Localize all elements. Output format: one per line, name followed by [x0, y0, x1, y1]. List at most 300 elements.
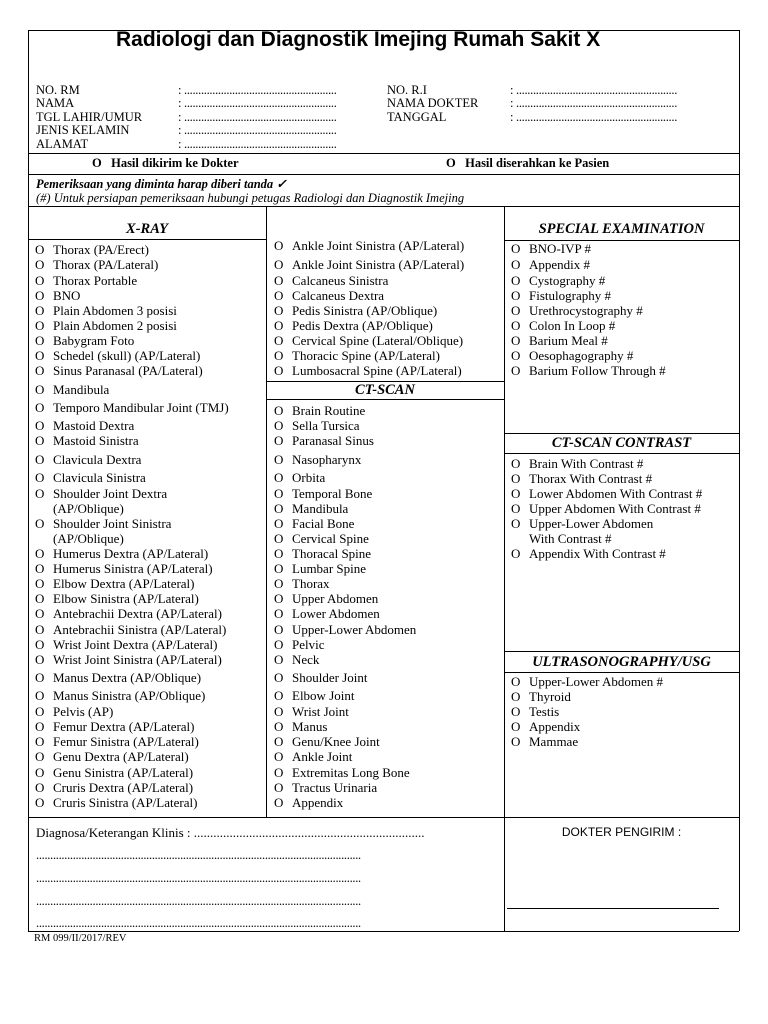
- option-give-to-patient[interactable]: O Hasil diserahkan ke Pasien: [446, 156, 610, 170]
- xray-item[interactable]: [35, 670, 201, 685]
- special-exam-item-label: Oesophagography #: [529, 348, 634, 363]
- xray-item-label: Clavicula Sinistra: [53, 470, 146, 485]
- checkbox-circle-icon[interactable]: O: [35, 734, 45, 749]
- field-nama-value[interactable]: : ......................................................: [178, 96, 337, 110]
- checkbox-circle-icon[interactable]: O: [274, 652, 284, 667]
- checkbox-circle-icon[interactable]: O: [35, 333, 45, 348]
- xray-item-label: BNO: [53, 288, 81, 303]
- checkbox-circle-icon[interactable]: O: [511, 348, 521, 363]
- xray-item-label: Genu Dextra (AP/Lateral): [53, 749, 189, 764]
- ctscan-item-label: Cervical Spine: [292, 531, 369, 546]
- ctscan-item[interactable]: [274, 652, 319, 667]
- checkbox-circle-icon[interactable]: O: [511, 719, 521, 734]
- checkbox-circle-icon[interactable]: O: [35, 318, 45, 333]
- checkbox-circle-icon[interactable]: O: [274, 704, 284, 719]
- ctscan-item-label: Wrist Joint: [292, 704, 349, 719]
- ctscan-header: CT-SCAN: [355, 382, 415, 398]
- special-exam-item[interactable]: [511, 363, 666, 378]
- checkbox-circle-icon[interactable]: O: [511, 704, 521, 719]
- ctscan-item[interactable]: [274, 561, 366, 576]
- xray-header: X-RAY: [126, 221, 168, 237]
- xray-item[interactable]: [35, 348, 200, 363]
- xray-cont-item-label: Calcaneus Sinistra: [292, 273, 389, 288]
- ctscan-item-label: Manus: [292, 719, 328, 734]
- checkbox-circle-icon[interactable]: O: [35, 688, 45, 703]
- divider-delivery-bottom: [28, 174, 739, 175]
- checkbox-circle-icon[interactable]: O: [35, 670, 45, 685]
- checkbox-circle-icon[interactable]: O: [274, 486, 284, 501]
- checkbox-circle-icon[interactable]: O: [274, 576, 284, 591]
- checkbox-circle-icon[interactable]: O: [35, 561, 45, 576]
- usg-item-label: Testis: [529, 704, 560, 719]
- usg-item-label: Thyroid: [529, 689, 571, 704]
- field-tanggal-value[interactable]: : .........................................................: [510, 110, 678, 124]
- ctscan-item-label: Upper Abdomen: [292, 591, 379, 606]
- checkbox-circle-icon[interactable]: O: [274, 637, 284, 652]
- ctscan-item-label: Orbita: [292, 470, 326, 485]
- ctscan-item-label: Genu/Knee Joint: [292, 734, 380, 749]
- ctscan-item-label: Shoulder Joint: [292, 670, 368, 685]
- checkbox-circle-icon[interactable]: O: [274, 452, 284, 467]
- xray-item-label: Cruris Dextra (AP/Lateral): [53, 780, 194, 795]
- xray-item-label: Sinus Paranasal (PA/Lateral): [53, 363, 203, 378]
- xray-item-label: Femur Sinistra (AP/Lateral): [53, 734, 199, 749]
- xray-item[interactable]: [35, 470, 146, 485]
- xray-item-label: Schedel (skull) (AP/Lateral): [53, 348, 201, 363]
- checkbox-circle-icon[interactable]: O: [274, 418, 284, 433]
- xray-item[interactable]: [35, 418, 134, 433]
- xray-item-label: Elbow Dextra (AP/Lateral): [53, 576, 195, 591]
- ctscan-item[interactable]: [274, 591, 378, 606]
- form-code: RM 099/II/2017/REV: [34, 933, 127, 944]
- checkbox-circle-icon[interactable]: O: [274, 734, 284, 749]
- checkbox-circle-icon[interactable]: O: [511, 288, 521, 303]
- xray-item-label: Shoulder Joint Dextra: [53, 486, 168, 501]
- xray-item[interactable]: [35, 704, 113, 719]
- xray-item-label: Elbow Sinistra (AP/Lateral): [53, 591, 199, 606]
- ctscan-item[interactable]: [274, 622, 416, 637]
- xray-item-label: Plain Abdomen 3 posisi: [53, 303, 177, 318]
- checkbox-circle-icon[interactable]: O: [274, 333, 284, 348]
- xray-item[interactable]: [35, 637, 217, 652]
- usg-item[interactable]: [511, 674, 663, 689]
- clinical-dotline-2[interactable]: ...................................................................................................................: [36, 871, 361, 885]
- xray-cont-item[interactable]: [274, 348, 440, 363]
- checkbox-circle-icon[interactable]: O: [274, 303, 284, 318]
- checkbox-circle-icon[interactable]: O: [35, 363, 45, 378]
- xray-item[interactable]: [35, 749, 189, 764]
- checkbox-circle-icon[interactable]: O: [35, 795, 45, 810]
- checkbox-circle-icon[interactable]: O: [274, 238, 284, 253]
- field-tanggal-label: TANGGAL: [387, 110, 447, 124]
- xray-item[interactable]: [35, 288, 80, 303]
- xray-item[interactable]: [35, 591, 199, 606]
- checkbox-circle-icon[interactable]: O: [35, 257, 45, 272]
- checkbox-circle-icon[interactable]: O: [274, 749, 284, 764]
- xray-item[interactable]: [35, 734, 199, 749]
- checkbox-circle-icon[interactable]: O: [35, 348, 45, 363]
- checkbox-circle-icon[interactable]: O: [35, 242, 45, 257]
- xray-item[interactable]: [35, 333, 134, 348]
- xray-item-label: Humerus Dextra (AP/Lateral): [53, 546, 209, 561]
- special-exam-item[interactable]: [511, 257, 590, 272]
- ctscan-item[interactable]: [274, 670, 367, 685]
- checkbox-circle-icon[interactable]: O: [274, 688, 284, 703]
- checkbox-circle-icon[interactable]: O: [274, 546, 284, 561]
- ctscan-item-label: Ankle Joint: [292, 749, 353, 764]
- checkbox-circle-icon[interactable]: O: [35, 433, 45, 448]
- checkbox-circle-icon[interactable]: O: [511, 546, 521, 561]
- checkbox-circle-icon[interactable]: O: [35, 591, 45, 606]
- ctscan-item-label: Mandibula: [292, 501, 349, 516]
- checkbox-circle-icon[interactable]: O: [35, 704, 45, 719]
- field-no-rm-label: NO. RM: [36, 83, 80, 97]
- xray-item-label: Clavicula Dextra: [53, 452, 142, 467]
- field-alamat-label: ALAMAT: [36, 137, 89, 151]
- checkbox-circle-icon[interactable]: O: [274, 606, 284, 621]
- xray-item[interactable]: [35, 719, 195, 734]
- checkbox-circle-icon[interactable]: O: [35, 418, 45, 433]
- ctscan-contrast-item-label-cont: With Contrast #: [529, 531, 612, 546]
- checkbox-circle-icon[interactable]: O: [35, 637, 45, 652]
- xray-item[interactable]: [35, 516, 171, 546]
- xray-cont-item-label: Ankle Joint Sinistra (AP/Lateral): [292, 257, 465, 272]
- ctscan-item-label: Lumbar Spine: [292, 561, 367, 576]
- ctscan-item-label: Nasopharynx: [292, 452, 362, 467]
- ctscan-item[interactable]: [274, 501, 348, 516]
- checkbox-circle-icon[interactable]: O: [511, 689, 521, 704]
- ctscan-item-label: Brain Routine: [292, 403, 366, 418]
- checkbox-circle-icon[interactable]: O: [35, 470, 45, 485]
- checkbox-circle-icon[interactable]: O: [274, 318, 284, 333]
- xray-item[interactable]: [35, 433, 139, 448]
- ctscan-item-label: Paranasal Sinus: [292, 433, 374, 448]
- divider-delivery-top: [28, 153, 739, 154]
- xray-item[interactable]: [35, 795, 197, 810]
- xray-item-label: Wrist Joint Sinistra (AP/Lateral): [53, 652, 222, 667]
- ctscan-contrast-item[interactable]: [511, 471, 652, 486]
- checkbox-circle-icon[interactable]: O: [511, 674, 521, 689]
- ctscan-contrast-item-label: Upper Abdomen With Contrast #: [529, 501, 701, 516]
- ctscan-item-label: Thoracal Spine: [292, 546, 372, 561]
- ctscan-item[interactable]: [274, 403, 365, 418]
- special-exam-item[interactable]: [511, 288, 611, 303]
- checkbox-circle-icon[interactable]: O: [511, 734, 521, 749]
- xray-item[interactable]: [35, 561, 213, 576]
- xray-item-label: Pelvis (AP): [53, 704, 114, 719]
- ctscan-contrast-item-label: Upper-Lower Abdomen: [529, 516, 654, 531]
- checkbox-circle-icon[interactable]: O: [274, 273, 284, 288]
- checkbox-circle-icon[interactable]: O: [274, 622, 284, 637]
- special-exam-item-label: Appendix #: [529, 257, 591, 272]
- field-jenis-kelamin-label: JENIS KELAMIN: [36, 123, 130, 137]
- checkbox-circle-icon[interactable]: O: [511, 471, 521, 486]
- instruction-mark: Pemeriksaan yang diminta harap diberi tanda ✓: [36, 177, 287, 191]
- checkbox-circle-icon[interactable]: O: [35, 622, 45, 637]
- ctscan-item[interactable]: [274, 452, 361, 467]
- checkbox-circle-icon[interactable]: O: [274, 348, 284, 363]
- ctscan-item[interactable]: [274, 780, 377, 795]
- usg-item[interactable]: [511, 734, 578, 749]
- checkbox-circle-icon[interactable]: O: [511, 241, 521, 256]
- checkbox-circle-icon[interactable]: O: [511, 273, 521, 288]
- ctscan-item[interactable]: [274, 734, 380, 749]
- option-send-to-doctor[interactable]: O Hasil dikirim ke Dokter: [92, 156, 239, 170]
- field-jenis-kelamin-value[interactable]: : ......................................................: [178, 123, 337, 137]
- xray-item-label: Femur Dextra (AP/Lateral): [53, 719, 195, 734]
- col-divider-2: [504, 206, 505, 931]
- ctscan-contrast-item-label: Appendix With Contrast #: [529, 546, 666, 561]
- xray-item-label: Thorax (PA/Erect): [53, 242, 149, 257]
- checkbox-circle-icon[interactable]: O: [274, 719, 284, 734]
- special-exam-item[interactable]: [511, 333, 608, 348]
- page-title: Radiologi dan Diagnostik Imejing Rumah Sakit X: [116, 28, 601, 51]
- xray-item-label: Babygram Foto: [53, 333, 135, 348]
- ctscan-item-label: Temporal Bone: [292, 486, 373, 501]
- xray-item-label: Mandibula: [53, 382, 110, 397]
- xray-item[interactable]: [35, 242, 149, 257]
- clinical-dotline-3[interactable]: ...................................................................................................................: [36, 894, 361, 908]
- xray-item[interactable]: [35, 303, 177, 318]
- xray-item-label: Humerus Sinistra (AP/Lateral): [53, 561, 213, 576]
- field-nama-dokter-value[interactable]: : .........................................................: [510, 96, 678, 110]
- checkbox-circle-icon[interactable]: O: [35, 382, 45, 397]
- field-no-ri-value[interactable]: : .........................................................: [510, 83, 678, 97]
- checkbox-circle-icon[interactable]: O: [35, 606, 45, 621]
- special-exam-item-label: BNO-IVP #: [529, 241, 591, 256]
- checkbox-circle-icon[interactable]: O: [511, 303, 521, 318]
- xray-item-label: Cruris Sinistra (AP/Lateral): [53, 795, 198, 810]
- xray-item-label: Mastoid Dextra: [53, 418, 135, 433]
- ctcontrast-header-bottom: [504, 453, 739, 454]
- checkbox-circle-icon[interactable]: O: [35, 452, 45, 467]
- checkbox-circle-icon[interactable]: O: [511, 318, 521, 333]
- usg-item[interactable]: [511, 704, 559, 719]
- xray-cont-item[interactable]: [274, 273, 388, 288]
- xray-cont-item[interactable]: [274, 363, 462, 378]
- xray-item[interactable]: [35, 257, 158, 272]
- checkbox-circle-icon[interactable]: O: [274, 470, 284, 485]
- usg-header-bottom: [504, 672, 739, 673]
- xray-cont-item[interactable]: [274, 288, 384, 303]
- ctscan-contrast-item[interactable]: [511, 486, 702, 501]
- xray-header-line: [28, 239, 266, 240]
- checkbox-circle-icon[interactable]: O: [274, 501, 284, 516]
- checkbox-circle-icon[interactable]: O: [35, 486, 45, 501]
- usg-header: ULTRASONOGRAPHY/USG: [532, 654, 711, 670]
- field-nama-label: NAMA: [36, 96, 75, 110]
- xray-item[interactable]: [35, 452, 141, 467]
- xray-cont-item[interactable]: [274, 303, 437, 318]
- checkbox-circle-icon[interactable]: O: [274, 516, 284, 531]
- usg-item-label: Appendix: [529, 719, 581, 734]
- ctscan-contrast-item[interactable]: [511, 456, 643, 471]
- usg-item-label: Upper-Lower Abdomen #: [529, 674, 664, 689]
- ctscan-item-label: Neck: [292, 652, 320, 667]
- checkbox-circle-icon[interactable]: O: [274, 403, 284, 418]
- xray-item[interactable]: [35, 576, 195, 591]
- checkbox-circle-icon[interactable]: O: [274, 363, 284, 378]
- xray-item-label-cont: (AP/Oblique): [53, 501, 124, 516]
- ctscan-contrast-item-label: Thorax With Contrast #: [529, 471, 653, 486]
- ctscan-item[interactable]: [274, 516, 354, 531]
- xray-item-label: Wrist Joint Dextra (AP/Lateral): [53, 637, 218, 652]
- ctscan-item-label: Tractus Urinaria: [292, 780, 378, 795]
- ctscan-item[interactable]: [274, 546, 371, 561]
- special-exam-item-label: Colon In Loop #: [529, 318, 616, 333]
- checkbox-circle-icon[interactable]: O: [511, 516, 521, 531]
- ctscan-contrast-item[interactable]: [511, 501, 701, 516]
- ctscan-item[interactable]: [274, 765, 410, 780]
- ctscan-contrast-item[interactable]: [511, 546, 666, 561]
- checkbox-circle-icon[interactable]: O: [35, 576, 45, 591]
- xray-item[interactable]: [35, 486, 167, 516]
- usg-item[interactable]: [511, 689, 571, 704]
- border-left: [28, 30, 29, 931]
- usg-item-label: Mammae: [529, 734, 579, 749]
- checkbox-circle-icon[interactable]: O: [35, 546, 45, 561]
- ctscan-item[interactable]: [274, 470, 325, 485]
- ctscan-item[interactable]: [274, 531, 369, 546]
- usg-header-top: [504, 651, 739, 652]
- xray-item[interactable]: [35, 273, 137, 288]
- xray-item-label: Manus Dextra (AP/Oblique): [53, 670, 202, 685]
- checkbox-circle-icon[interactable]: O: [274, 531, 284, 546]
- xray-item[interactable]: [35, 765, 193, 780]
- special-exam-item-label: Barium Follow Through #: [529, 363, 666, 378]
- field-alamat-value[interactable]: : ......................................................: [178, 137, 337, 151]
- xray-cont-item[interactable]: [274, 257, 464, 272]
- xray-cont-item-label: Thoracic Spine (AP/Lateral): [292, 348, 440, 363]
- ctscan-item[interactable]: [274, 433, 374, 448]
- ctscan-item[interactable]: [274, 688, 354, 703]
- border-bottom: [28, 931, 739, 932]
- checkbox-circle-icon[interactable]: O: [35, 400, 45, 415]
- ctscan-item-label: Sella Tursica: [292, 418, 360, 433]
- xray-item[interactable]: [35, 622, 226, 637]
- checkbox-circle-icon[interactable]: O: [274, 780, 284, 795]
- xray-item-label: Genu Sinistra (AP/Lateral): [53, 765, 194, 780]
- checkbox-circle-icon[interactable]: O: [511, 363, 521, 378]
- xray-item[interactable]: [35, 382, 109, 397]
- ctscan-item[interactable]: [274, 576, 330, 591]
- ctscan-item-label: Thorax: [292, 576, 330, 591]
- special-exam-item-label: Fistulography #: [529, 288, 611, 303]
- xray-item[interactable]: [35, 652, 222, 667]
- ctscan-item[interactable]: [274, 418, 360, 433]
- usg-item[interactable]: [511, 719, 580, 734]
- clinical-diagnosis-field[interactable]: Diagnosa/Keterangan Klinis : .......................................................................: [36, 825, 425, 840]
- ctscan-item-label: Pelvic: [292, 637, 325, 652]
- checkbox-circle-icon[interactable]: O: [274, 561, 284, 576]
- xray-item-label: Antebrachii Sinistra (AP/Lateral): [53, 622, 227, 637]
- xray-cont-item[interactable]: [274, 333, 463, 348]
- special-exam-item[interactable]: [511, 318, 615, 333]
- xray-item-label: Mastoid Sinistra: [53, 433, 139, 448]
- checkbox-circle-icon[interactable]: O: [274, 257, 284, 272]
- xray-cont-item[interactable]: [274, 238, 464, 253]
- checkbox-circle-icon[interactable]: O: [35, 765, 45, 780]
- ctscan-item[interactable]: [274, 637, 325, 652]
- xray-item[interactable]: [35, 400, 229, 415]
- ctscan-contrast-item-label: Brain With Contrast #: [529, 456, 644, 471]
- checkbox-circle-icon[interactable]: O: [35, 288, 45, 303]
- special-exam-item[interactable]: [511, 273, 605, 288]
- xray-cont-item-label: Cervical Spine (Lateral/Oblique): [292, 333, 464, 348]
- special-exam-item-label: Urethrocystography #: [529, 303, 643, 318]
- doctor-signature-line[interactable]: [507, 908, 719, 909]
- table-top: [28, 206, 739, 207]
- special-exam-item[interactable]: [511, 348, 633, 363]
- xray-item[interactable]: [35, 606, 222, 621]
- ctscan-item[interactable]: [274, 606, 380, 621]
- checkbox-circle-icon[interactable]: O: [35, 780, 45, 795]
- xray-item[interactable]: [35, 546, 208, 561]
- checkbox-circle-icon[interactable]: O: [35, 273, 45, 288]
- xray-cont-item-label: Calcaneus Dextra: [292, 288, 385, 303]
- field-tgl-lahir-value[interactable]: : ......................................................: [178, 110, 337, 124]
- xray-item-label-cont: (AP/Oblique): [53, 531, 124, 546]
- xray-item[interactable]: [35, 780, 193, 795]
- ctscan-item[interactable]: [274, 719, 327, 734]
- field-tgl-lahir-label: TGL LAHIR/UMUR: [36, 110, 143, 124]
- ctscan-item[interactable]: [274, 795, 343, 810]
- checkbox-circle-icon[interactable]: O: [274, 670, 284, 685]
- xray-item-label: Thorax (PA/Lateral): [53, 257, 159, 272]
- xray-item[interactable]: [35, 318, 177, 333]
- special-exam-header: SPECIAL EXAMINATION: [538, 221, 705, 237]
- ctscan-item-label: Extremitas Long Bone: [292, 765, 410, 780]
- ctscan-header-bottom: [266, 399, 504, 400]
- checkbox-circle-icon[interactable]: O: [274, 288, 284, 303]
- clinical-top: [28, 817, 739, 818]
- xray-item-label: Manus Sinistra (AP/Oblique): [53, 688, 206, 703]
- xray-cont-item-label: Lumbosacral Spine (AP/Lateral): [292, 363, 462, 378]
- field-no-rm-value[interactable]: : ......................................................: [178, 83, 337, 97]
- special-exam-item[interactable]: [511, 303, 643, 318]
- xray-item[interactable]: [35, 688, 205, 703]
- checkbox-circle-icon[interactable]: O: [511, 501, 521, 516]
- special-exam-item[interactable]: [511, 241, 591, 256]
- checkbox-circle-icon[interactable]: O: [274, 795, 284, 810]
- ctscan-contrast-item[interactable]: [511, 516, 653, 546]
- ctscan-item[interactable]: [274, 486, 372, 501]
- field-nama-dokter-label: NAMA DOKTER: [387, 96, 479, 110]
- checkbox-circle-icon[interactable]: O: [35, 719, 45, 734]
- special-exam-item-label: Barium Meal #: [529, 333, 608, 348]
- xray-cont-item[interactable]: [274, 318, 433, 333]
- checkbox-circle-icon[interactable]: O: [274, 433, 284, 448]
- checkbox-circle-icon[interactable]: O: [274, 591, 284, 606]
- checkbox-circle-icon[interactable]: O: [511, 456, 521, 471]
- checkbox-circle-icon[interactable]: O: [35, 652, 45, 667]
- ctcontrast-header-top: [504, 433, 739, 434]
- ctscan-item-label: Elbow Joint: [292, 688, 355, 703]
- ctscan-item[interactable]: [274, 704, 349, 719]
- checkbox-circle-icon[interactable]: O: [35, 749, 45, 764]
- checkbox-circle-icon[interactable]: O: [511, 257, 521, 272]
- checkbox-circle-icon[interactable]: O: [35, 303, 45, 318]
- clinical-dotline-1[interactable]: ...................................................................................................................: [36, 848, 361, 862]
- clinical-dotline-4[interactable]: ...................................................................................................................: [36, 916, 361, 930]
- checkbox-circle-icon[interactable]: O: [274, 765, 284, 780]
- checkbox-circle-icon[interactable]: O: [35, 516, 45, 531]
- ctscan-item[interactable]: [274, 749, 352, 764]
- xray-cont-item-label: Pedis Dextra (AP/Oblique): [292, 318, 433, 333]
- checkbox-circle-icon[interactable]: O: [511, 486, 521, 501]
- checkbox-circle-icon[interactable]: O: [511, 333, 521, 348]
- xray-item[interactable]: [35, 363, 203, 378]
